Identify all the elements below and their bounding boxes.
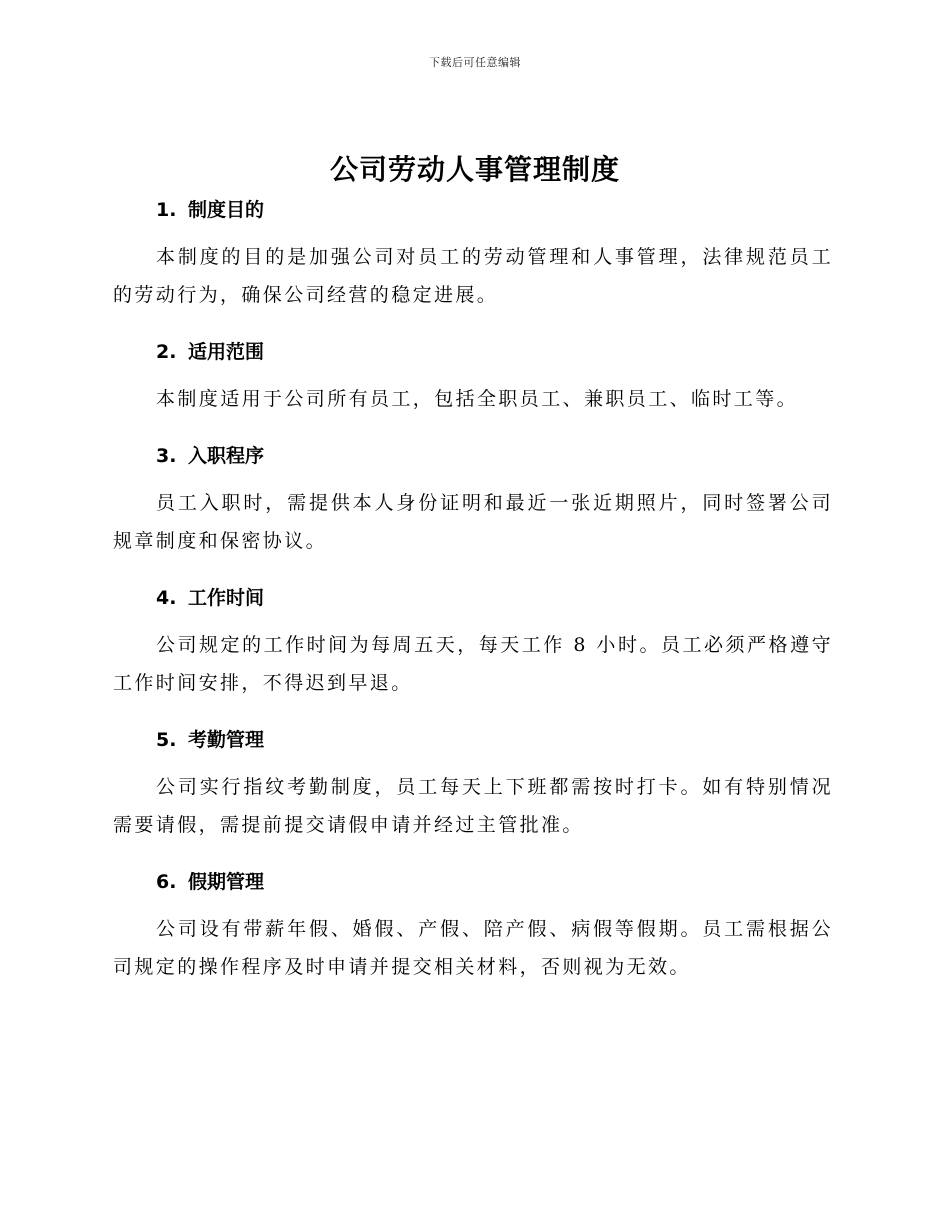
section-heading-working-hours (113, 580, 833, 616)
document-title: 公司劳动人事管理制度 (329, 153, 620, 186)
section-heading-purpose (113, 192, 833, 228)
section-number: 6. (156, 871, 177, 893)
document-body (113, 192, 833, 1006)
section-title: 入职程序 (188, 445, 265, 467)
section-number: 5. (156, 729, 177, 751)
section-number: 1. (156, 199, 177, 221)
section-body-leave: 公司设有带薪年假、婚假、产假、陪产假、病假等假期。员工需根据公司规定的操作程序及时申请并提交相关材料，否则视为无效。 (113, 918, 833, 978)
section-heading-attendance (113, 722, 833, 758)
section-body-attendance: 公司实行指纹考勤制度，员工每天上下班都需按时打卡。如有特别情况需要请假，需提前提交请假申请并经过主管批准。 (113, 776, 833, 836)
section-title: 适用范围 (188, 341, 265, 363)
section-title: 制度目的 (188, 199, 265, 221)
section-number: 3. (156, 445, 177, 467)
page-header-note: 下载后可任意编辑 (429, 56, 521, 69)
section-body-onboarding: 员工入职时，需提供本人身份证明和最近一张近期照片，同时签署公司规章制度和保密协议。 (113, 492, 833, 552)
section-title: 工作时间 (188, 587, 265, 609)
section-title: 假期管理 (188, 871, 265, 893)
section-body-working-hours: 公司规定的工作时间为每周五天，每天工作 8 小时。员工必须严格遵守工作时间安排，不得迟到早退。 (113, 634, 833, 694)
section-heading-leave (113, 864, 833, 900)
section-heading-onboarding (113, 438, 833, 474)
section-number: 2. (156, 341, 177, 363)
section-body-purpose: 本制度的目的是加强公司对员工的劳动管理和人事管理，法律规范员工的劳动行为，确保公司经营的稳定进展。 (113, 246, 833, 306)
section-heading-scope (113, 334, 833, 370)
section-number: 4. (156, 587, 177, 609)
section-title: 考勤管理 (188, 729, 265, 751)
section-body-scope: 本制度适用于公司所有员工，包括全职员工、兼职员工、临时工等。 (156, 388, 799, 410)
